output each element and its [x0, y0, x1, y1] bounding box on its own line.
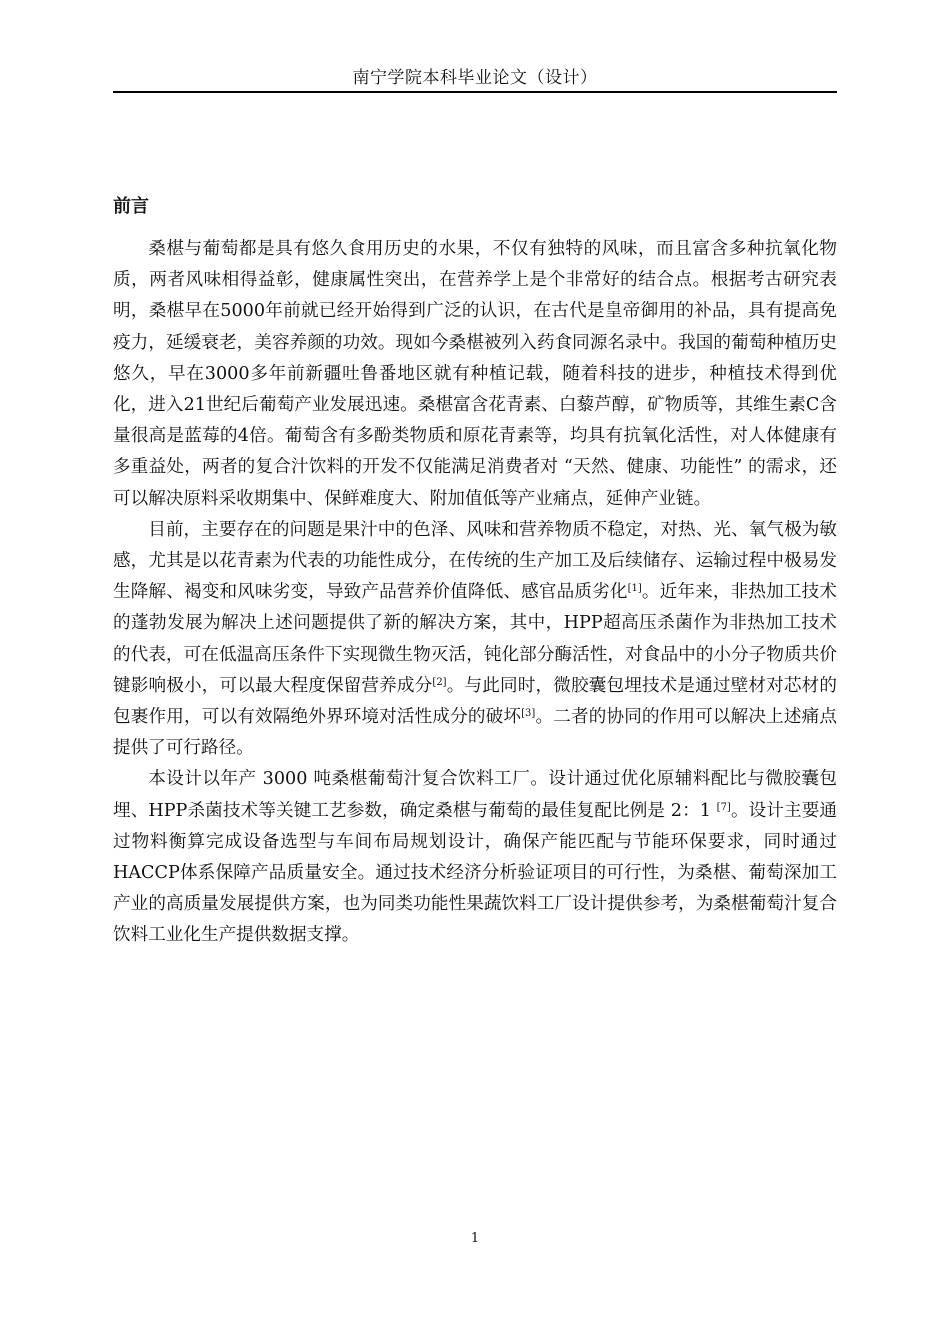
text-run: 。设计主要通过物料衡算完成设备选型与车间布局规划设计，确保产能匹配与节能环保要求，同时通过HACCP体系保障产品质量安全。通过技术经济分析验证项目的可行性，为桑椹、葡萄深加工产业的高质量发展提供方案，也为同类功能性果蔬饮料工厂设计提供参考，为桑椹葡萄汁复合饮料工业化生产提供数据支撑。: [113, 800, 837, 946]
running-header: 南宁学院本科毕业论文（设计）: [352, 68, 598, 88]
citation-ref: [2]: [432, 676, 447, 688]
citation-ref: [7]: [716, 801, 731, 813]
body-text: [113, 234, 837, 952]
paragraph-2: [113, 515, 837, 765]
text-run: 桑椹与葡萄都是具有悠久食用历史的水果，不仅有独特的风味，而且富含多种抗氧化物质，两者风味相得益彰，健康属性突出，在营养学上是个非常好的结合点。根据考古研究表明，桑椹早在5000年前就已经开始得到广泛的认识，在古代是皇帝御用的补品，具有提高免疫力，延缓衰老，美容养颜的功效。现如今桑椹被列入药食同源名录中。我国的葡萄种植历史悠久，早在3000多年前新疆吐鲁番地区就有种植记载，随着科技的进步，种植技术得到优化，进入21世纪后葡萄产业发展迅速。桑椹富含花青素、白藜芦醇，矿物质等，其维生素C含量很高是蓝莓的4倍。葡萄含有多酚类物质和原花青素等，均具有抗氧化活性，对人体健康有多重益处，两者的复合汁饮料的开发不仅能满足消费者对 “天然、健康、功能性” 的需求，还可以解决原料采收期集中、保鲜难度大、附加值低等产业痛点，延伸产业链。: [113, 239, 837, 509]
citation-ref: [3]: [521, 708, 536, 720]
text-run: 目前，主要存在的问题是果汁中的色泽、风味和营养物质不稳定，对热、光、氧气极为敏感，尤其是以花青素为代表的功能性成分，在传统的生产加工及后续储存、运输过程中极易发生降解、褐变和风味劣变，导致产品营养价值降低、感官品质劣化: [113, 519, 837, 603]
header-rule: [113, 91, 837, 93]
paragraph-3: [113, 764, 837, 951]
text-run: 。与此同时，微胶囊包埋技术是通过壁材对芯材的包裹作用，可以有效隔绝外界环境对活性成分的破坏: [113, 675, 837, 728]
section-title: 前言: [113, 196, 149, 217]
paragraph-1: [113, 234, 837, 515]
text-run: 。二者的协同的作用可以解决上述痛点提供了可行路径。: [113, 707, 837, 759]
citation-ref: [1]: [627, 583, 642, 595]
text-run: 本设计以年产 3000 吨桑椹葡萄汁复合饮料工厂。设计通过优化原辅料配比与微胶囊包埋、HPP杀菌技术等关键工艺参数，确定桑椹与葡萄的最佳复配比例是 2：1: [113, 769, 837, 821]
page-number: 1: [470, 1231, 480, 1246]
text-run: 。近年来，非热加工技术的蓬勃发展为解决上述问题提供了新的解决方案，其中，HPP超高压杀菌作为非热加工技术的代表，可在低温高压条件下实现微生物灭活，钝化部分酶活性，对食品中的小分子物质共价键影响极小，可以最大程度保留营养成分: [113, 582, 837, 696]
